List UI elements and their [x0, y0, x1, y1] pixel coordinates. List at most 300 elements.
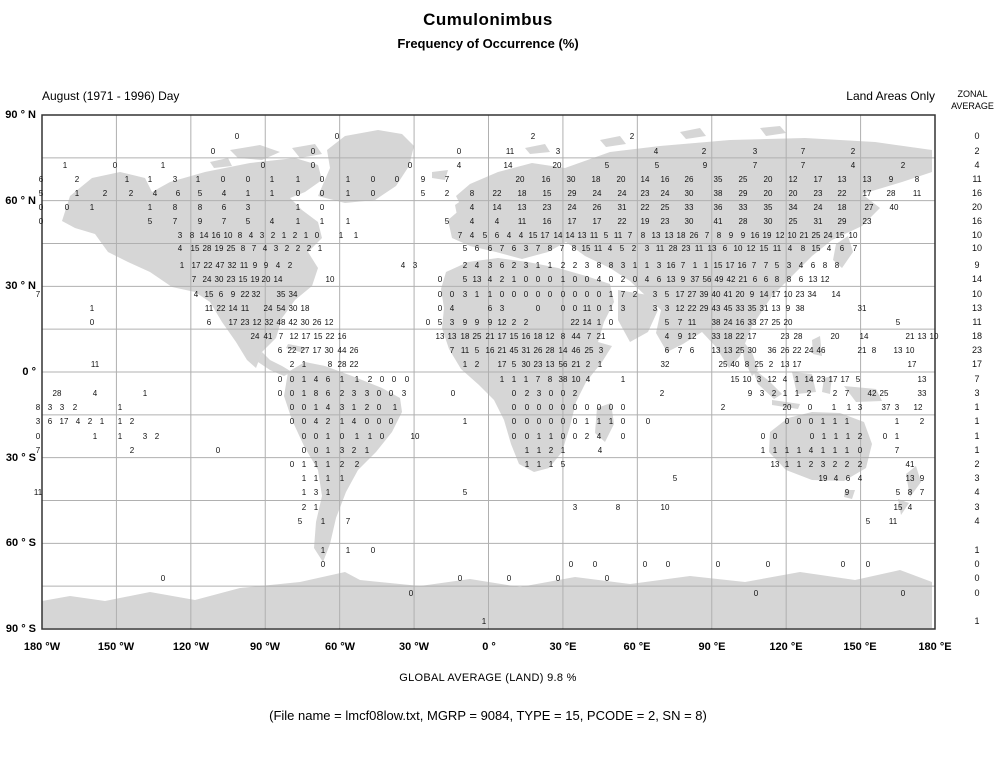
grid-value: 2 — [832, 389, 838, 398]
grid-value: 26 — [780, 346, 790, 355]
grid-value: 20 — [616, 175, 626, 184]
grid-value: 0 — [450, 389, 456, 398]
latitude-tick-label: 30 ° N — [5, 280, 36, 292]
grid-value: 18 — [676, 231, 686, 240]
grid-value: 4 — [653, 147, 659, 156]
grid-value: 13 — [770, 460, 780, 469]
grid-value: 54 — [276, 304, 286, 313]
grid-value: 2 — [270, 231, 276, 240]
grid-value: 40 — [711, 290, 721, 299]
grid-value: 5 — [619, 244, 625, 253]
grid-value: 29 — [837, 217, 847, 226]
grid-value: 20 — [782, 403, 792, 412]
grid-value: 0 — [379, 375, 385, 384]
grid-value: 17 — [840, 375, 850, 384]
grid-value: 0 — [596, 304, 602, 313]
global-average-label: GLOBAL AVERAGE (LAND) 9.8 % — [399, 672, 577, 684]
grid-value: 1 — [894, 432, 900, 441]
grid-value: 15 — [835, 231, 845, 240]
grid-value: 1 — [364, 446, 370, 455]
grid-value: 17 — [725, 261, 735, 270]
grid-value: 1 — [536, 432, 542, 441]
zonal-average-value: 10 — [971, 289, 983, 299]
grid-value: 16 — [337, 332, 347, 341]
grid-value: 4 — [585, 375, 591, 384]
grid-value: 8 — [834, 261, 840, 270]
grid-value: 9 — [785, 304, 791, 313]
grid-value: 0 — [437, 275, 443, 284]
grid-value: 0 — [511, 432, 517, 441]
grid-value: 1 — [147, 175, 153, 184]
zonal-average-value: 1 — [974, 616, 980, 626]
zonal-average-value: 23 — [971, 345, 983, 355]
grid-value: 2 — [306, 244, 312, 253]
grid-value: 24 — [804, 346, 814, 355]
grid-value: 2 — [857, 460, 863, 469]
grid-value: 24 — [660, 189, 670, 198]
grid-value: 0 — [38, 203, 44, 212]
grid-value: 6 — [47, 417, 53, 426]
grid-value: 2 — [629, 132, 635, 141]
grid-value: 3 — [172, 175, 178, 184]
grid-value: 28 — [668, 244, 678, 253]
grid-value: 1 — [524, 446, 530, 455]
grid-value: 17 — [862, 189, 872, 198]
grid-value: 6 — [798, 275, 804, 284]
grid-value: 1 — [319, 217, 325, 226]
grid-value: 0 — [535, 275, 541, 284]
grid-value: 9 — [747, 389, 753, 398]
grid-value: 12 — [324, 318, 334, 327]
grid-value: 2 — [287, 261, 293, 270]
grid-value: 4 — [596, 432, 602, 441]
grid-value: 11 — [240, 304, 250, 313]
grid-value: 13 — [723, 346, 733, 355]
grid-value: 24 — [823, 231, 833, 240]
grid-value: 5 — [147, 217, 153, 226]
grid-value: 1 — [345, 189, 351, 198]
grid-value: 0 — [584, 275, 590, 284]
grid-value: 0 — [548, 403, 554, 412]
grid-value: 2 — [900, 161, 906, 170]
grid-value: 1 — [499, 375, 505, 384]
grid-value: 25 — [738, 175, 748, 184]
grid-value: 19 — [762, 231, 772, 240]
grid-value: 1 — [794, 389, 800, 398]
grid-value: 0 — [449, 290, 455, 299]
grid-value: 1 — [462, 417, 468, 426]
grid-value: 1 — [353, 231, 359, 240]
grid-value: 12 — [289, 332, 299, 341]
grid-value: 13 — [905, 474, 915, 483]
grid-value: 17 — [675, 290, 685, 299]
grid-value: 36 — [713, 203, 723, 212]
grid-value: 27 — [759, 318, 769, 327]
grid-value: 2 — [301, 503, 307, 512]
grid-value: 3 — [584, 261, 590, 270]
grid-value: 17 — [540, 231, 550, 240]
grid-value: 9 — [474, 318, 480, 327]
grid-value: 16 — [542, 217, 552, 226]
grid-value: 1 — [535, 261, 541, 270]
grid-value: 2 — [72, 403, 78, 412]
grid-value: 1 — [632, 261, 638, 270]
grid-value: 6 — [845, 474, 851, 483]
grid-value: 25 — [660, 203, 670, 212]
grid-value: 8 — [800, 244, 806, 253]
grid-value: 17 — [592, 217, 602, 226]
grid-value: 30 — [684, 217, 694, 226]
grid-value: 0 — [596, 403, 602, 412]
grid-value: 0 — [457, 574, 463, 583]
grid-value: 5 — [462, 488, 468, 497]
grid-value: 9 — [263, 261, 269, 270]
grid-value: 7 — [278, 332, 284, 341]
grid-value: 21 — [905, 332, 915, 341]
grid-value: 0 — [310, 147, 316, 156]
grid-value: 2 — [806, 389, 812, 398]
grid-value: 8 — [313, 389, 319, 398]
grid-value: 0 — [620, 432, 626, 441]
grid-value: 3 — [35, 417, 41, 426]
zonal-header-line2: AVERAGE — [951, 101, 994, 111]
grid-value: 10 — [929, 332, 939, 341]
grid-value: 1 — [339, 375, 345, 384]
grid-value: 18 — [837, 203, 847, 212]
grid-value: 9 — [230, 290, 236, 299]
grid-value: 18 — [533, 332, 543, 341]
grid-value: 9 — [487, 318, 493, 327]
grid-value: 27 — [864, 203, 874, 212]
grid-value: 10 — [660, 503, 670, 512]
grid-value: 3 — [786, 261, 792, 270]
grid-value: 17 — [228, 318, 238, 327]
grid-value: 5 — [604, 161, 610, 170]
grid-value: 10 — [783, 290, 793, 299]
grid-value: 25 — [472, 332, 482, 341]
grid-value: 4 — [92, 389, 98, 398]
grid-value: 40 — [730, 360, 740, 369]
grid-value: 0 — [535, 304, 541, 313]
grid-value: 13 — [917, 375, 927, 384]
grid-value: 8 — [608, 261, 614, 270]
grid-value: 4 — [177, 244, 183, 253]
grid-value: 0 — [568, 560, 574, 569]
grid-value: 26 — [689, 231, 699, 240]
grid-value: 3 — [401, 389, 407, 398]
grid-value: 0 — [604, 574, 610, 583]
grid-value: 6 — [494, 231, 500, 240]
grid-value: 42 — [288, 318, 298, 327]
grid-value: 1 — [536, 446, 542, 455]
grid-value: 2 — [585, 360, 591, 369]
grid-value: 4 — [518, 231, 524, 240]
grid-value: 0 — [35, 432, 41, 441]
grid-value: 1 — [281, 231, 287, 240]
grid-value: 14 — [199, 231, 209, 240]
grid-value: 30 — [747, 346, 757, 355]
grid-value: 4 — [607, 244, 613, 253]
zonal-average-value: 0 — [974, 559, 980, 569]
grid-value: 1 — [796, 446, 802, 455]
grid-value: 10 — [410, 432, 420, 441]
grid-value: 2 — [631, 244, 637, 253]
grid-value: 8 — [560, 332, 566, 341]
grid-value: 18 — [591, 175, 601, 184]
grid-value: 29 — [567, 189, 577, 198]
grid-value: 3 — [756, 375, 762, 384]
grid-value: 22 — [203, 261, 213, 270]
grid-value: 1 — [524, 460, 530, 469]
zonal-average-value: 14 — [971, 274, 983, 284]
grid-value: 7 — [559, 244, 565, 253]
grid-value: 1 — [313, 474, 319, 483]
grid-value: 6 — [206, 318, 212, 327]
latitude-tick-label: 60 ° S — [5, 537, 36, 549]
grid-value: 1 — [195, 175, 201, 184]
longitude-tick-label: 150 °E — [843, 641, 877, 653]
grid-value: 1 — [354, 375, 360, 384]
grid-value: 0 — [523, 275, 529, 284]
grid-value: 22 — [640, 203, 650, 212]
grid-value: 17 — [828, 375, 838, 384]
grid-value: 0 — [632, 275, 638, 284]
grid-value: 2 — [659, 389, 665, 398]
grid-value: 7 — [752, 161, 758, 170]
grid-value: 3 — [523, 261, 529, 270]
zonal-average-value: 1 — [974, 445, 980, 455]
grid-value: 1 — [692, 261, 698, 270]
grid-value: 1 — [772, 446, 778, 455]
grid-value: 1 — [844, 417, 850, 426]
grid-value: 20 — [735, 290, 745, 299]
grid-value: 10 — [905, 346, 915, 355]
grid-value: 6 — [474, 244, 480, 253]
grid-value: 31 — [813, 217, 823, 226]
grid-value: 0 — [499, 290, 505, 299]
grid-value: 13 — [666, 275, 676, 284]
grid-value: 16 — [211, 231, 221, 240]
grid-value: 17 — [792, 360, 802, 369]
grid-value: 9 — [680, 275, 686, 284]
grid-value: 0 — [511, 403, 517, 412]
grid-value: 9 — [677, 332, 683, 341]
grid-value: 2 — [511, 318, 517, 327]
grid-value: 8 — [822, 261, 828, 270]
grid-value: 1 — [392, 403, 398, 412]
grid-value: 16 — [750, 231, 760, 240]
grid-value: 27 — [300, 346, 310, 355]
grid-value: 0 — [437, 304, 443, 313]
grid-value: 0 — [370, 546, 376, 555]
grid-value: 1 — [644, 261, 650, 270]
grid-value: 0 — [882, 432, 888, 441]
grid-value: 5 — [297, 517, 303, 526]
grid-value: 12 — [687, 332, 697, 341]
grid-value: 1 — [560, 446, 566, 455]
grid-value: 1 — [703, 261, 709, 270]
grid-value: 0 — [772, 432, 778, 441]
grid-value: 0 — [572, 304, 578, 313]
grid-value: 1 — [339, 474, 345, 483]
grid-value: 5 — [444, 217, 450, 226]
grid-value: 2 — [919, 417, 925, 426]
grid-value: 1 — [821, 432, 827, 441]
grid-value: 0 — [524, 417, 530, 426]
grid-value: 0 — [645, 417, 651, 426]
grid-value: 13 — [711, 346, 721, 355]
zonal-average-value: 16 — [971, 216, 983, 226]
grid-value: 0 — [572, 275, 578, 284]
zonal-header-line1: ZONAL — [957, 89, 988, 99]
grid-value: 0 — [425, 318, 431, 327]
grid-value: 9 — [740, 231, 746, 240]
grid-value: 9 — [252, 261, 258, 270]
grid-value: 6 — [752, 275, 758, 284]
grid-value: 20 — [261, 275, 271, 284]
grid-value: 4 — [152, 189, 158, 198]
grid-value: 2 — [523, 318, 529, 327]
grid-value: 19 — [818, 474, 828, 483]
grid-value: 4 — [275, 261, 281, 270]
grid-value: 1 — [245, 189, 251, 198]
grid-value: 15 — [204, 290, 214, 299]
grid-value: 23 — [813, 189, 823, 198]
grid-value: 0 — [784, 417, 790, 426]
grid-value: 7 — [627, 231, 633, 240]
grid-value: 2 — [511, 261, 517, 270]
grid-value: 21 — [485, 332, 495, 341]
grid-value: 19 — [250, 275, 260, 284]
grid-value: 28 — [545, 346, 555, 355]
grid-value: 23 — [226, 275, 236, 284]
grid-value: 12 — [675, 304, 685, 313]
grid-value: 10 — [848, 231, 858, 240]
grid-value: 4 — [798, 261, 804, 270]
grid-value: 0 — [560, 389, 566, 398]
grid-value: 2 — [832, 460, 838, 469]
grid-value: 0 — [404, 375, 410, 384]
grid-value: 11 — [888, 517, 898, 526]
grid-value: 8 — [716, 231, 722, 240]
grid-value: 4 — [850, 161, 856, 170]
grid-value: 30 — [521, 360, 531, 369]
grid-value: 4 — [857, 474, 863, 483]
grid-value: 2 — [364, 403, 370, 412]
grid-value: 20 — [552, 161, 562, 170]
grid-value: 0 — [407, 161, 413, 170]
grid-value: 16 — [737, 261, 747, 270]
grid-value: 1 — [596, 318, 602, 327]
grid-value: 6 — [810, 261, 816, 270]
grid-value: 23 — [681, 244, 691, 253]
grid-value: 5 — [672, 474, 678, 483]
grid-value: 1 — [608, 290, 614, 299]
grid-value: 7 — [852, 244, 858, 253]
grid-value: 0 — [245, 175, 251, 184]
grid-value: 13 — [862, 175, 872, 184]
grid-value: 3 — [339, 403, 345, 412]
grid-value: 14 — [804, 375, 814, 384]
grid-value: 4 — [808, 446, 814, 455]
grid-value: 8 — [547, 244, 553, 253]
grid-value: 27 — [687, 290, 697, 299]
grid-value: 14 — [492, 203, 502, 212]
zonal-average-value: 18 — [971, 331, 983, 341]
latitude-tick-label: 0 ° — [22, 366, 36, 378]
grid-value: 16 — [666, 261, 676, 270]
grid-value: 43 — [711, 304, 721, 313]
grid-value: 2 — [462, 261, 468, 270]
grid-value: 19 — [640, 217, 650, 226]
grid-value: 23 — [862, 217, 872, 226]
grid-value: 1 — [608, 304, 614, 313]
grid-value: 0 — [760, 432, 766, 441]
grid-value: 2 — [128, 189, 134, 198]
zonal-average-value: 20 — [971, 202, 983, 212]
grid-value: 1 — [487, 290, 493, 299]
grid-value: 9 — [420, 175, 426, 184]
grid-value: 2 — [444, 189, 450, 198]
grid-value: 5 — [560, 460, 566, 469]
grid-value: 5 — [197, 189, 203, 198]
grid-value: 1 — [301, 389, 307, 398]
grid-value: 5 — [895, 318, 901, 327]
page-subtitle: Frequency of Occurrence (%) — [397, 36, 579, 51]
grid-value: 8 — [197, 203, 203, 212]
grid-value: 35 — [763, 203, 773, 212]
grid-value: 11 — [613, 231, 623, 240]
grid-value: 0 — [536, 417, 542, 426]
grid-value: 20 — [783, 318, 793, 327]
zonal-average-value: 0 — [974, 588, 980, 598]
grid-value: 4 — [782, 375, 788, 384]
grid-value: 2 — [74, 175, 80, 184]
grid-value: 2 — [499, 275, 505, 284]
grid-value: 0 — [572, 417, 578, 426]
grid-value: 3 — [499, 304, 505, 313]
grid-value: 4 — [664, 332, 670, 341]
grid-value: 8 — [596, 261, 602, 270]
grid-value: 0 — [289, 375, 295, 384]
grid-value: 1 — [313, 460, 319, 469]
grid-value: 0 — [437, 290, 443, 299]
grid-value: 1 — [124, 175, 130, 184]
grid-value: 5 — [437, 318, 443, 327]
grid-value: 14 — [831, 290, 841, 299]
grid-value: 17 — [191, 261, 201, 270]
grid-value: 0 — [364, 417, 370, 426]
grid-value: 2 — [560, 261, 566, 270]
grid-value: 7 — [172, 217, 178, 226]
grid-value: 7 — [704, 231, 710, 240]
grid-value: 14 — [759, 290, 769, 299]
grid-value: 1 — [295, 175, 301, 184]
grid-value: 1 — [597, 360, 603, 369]
grid-value: 0 — [560, 304, 566, 313]
grid-value: 33 — [684, 203, 694, 212]
grid-value: 0 — [234, 132, 240, 141]
grid-value: 4 — [248, 231, 254, 240]
grid-value: 8 — [172, 203, 178, 212]
grid-value: 6 — [325, 389, 331, 398]
longitude-tick-label: 150 °W — [97, 641, 135, 653]
grid-value: 38 — [711, 318, 721, 327]
grid-value: 34 — [788, 203, 798, 212]
grid-value: 28 — [886, 189, 896, 198]
grid-value: 6 — [664, 346, 670, 355]
grid-value: 2 — [129, 417, 135, 426]
